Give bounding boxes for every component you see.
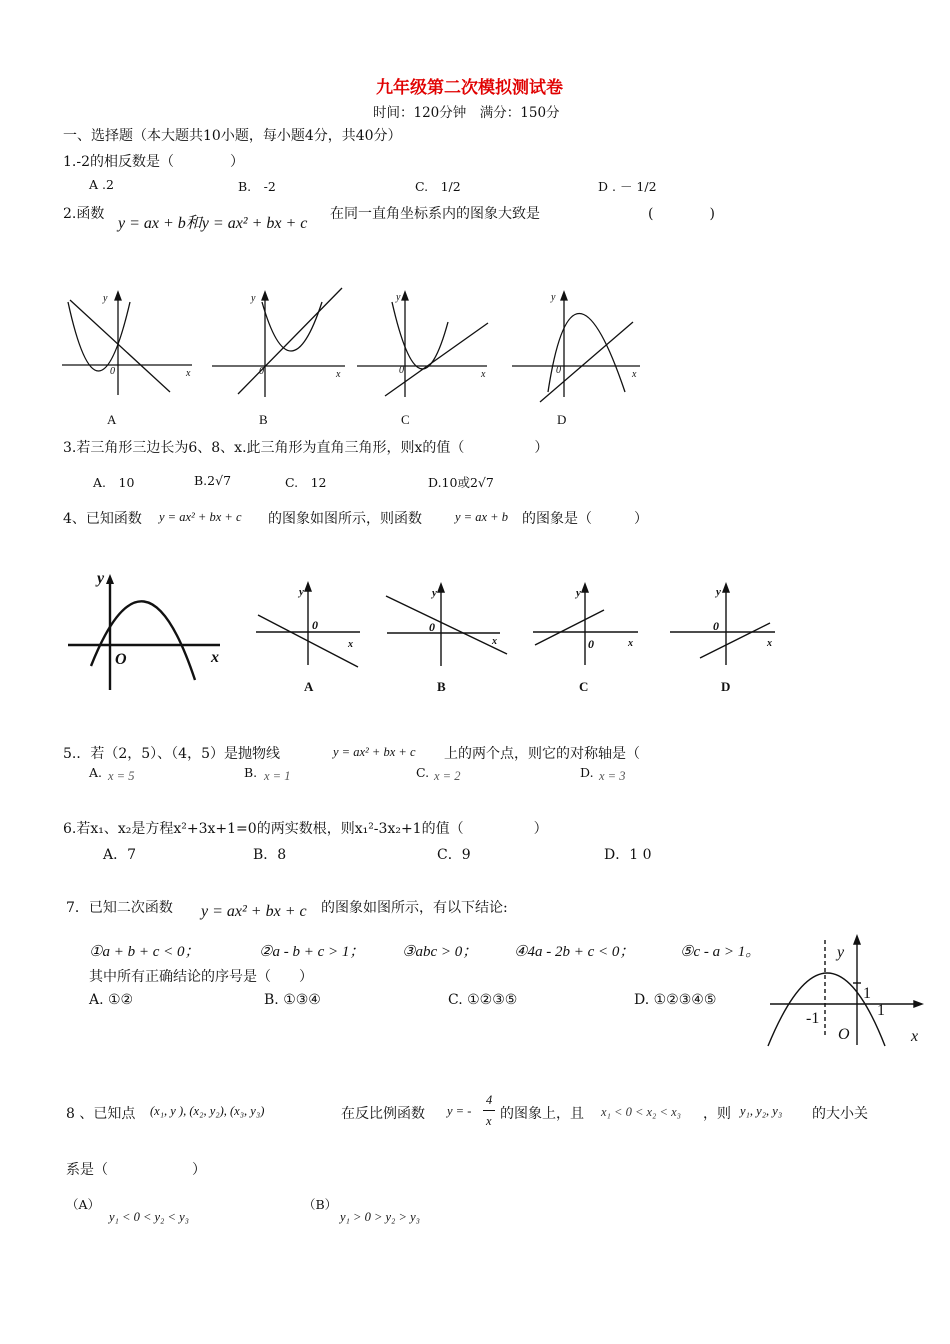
q5-stem-prefix: 5.．若（2，5）、（4，5）是抛物线 — [63, 746, 280, 762]
q4-formula1: y = ax² + bx + c — [159, 510, 242, 524]
q7-graph-neg-one: -1 — [806, 1010, 820, 1027]
page-title: 九年级第二次模拟测试卷 — [376, 78, 563, 98]
q7-option-a: A. ①② — [89, 992, 134, 1008]
q2-a-y-label: y — [103, 293, 108, 304]
q8-option-b: y₁ > 0 > y₂ > y₃ — [340, 1210, 420, 1224]
q7-formula: y = ax² + bx + c — [201, 903, 307, 920]
q2-b-x-label: x — [336, 369, 341, 380]
q8-option-a: y₁ < 0 < y₂ < y₃ — [109, 1210, 189, 1224]
q5-option-b-value: x = 1 — [264, 769, 291, 783]
q2-a-origin: 0 — [110, 366, 115, 377]
q4-a-y-label: y — [299, 586, 304, 598]
q3-option-b: B.2√7 — [194, 473, 232, 488]
q7-option-d: D. ①②③④⑤ — [634, 992, 717, 1008]
q2-c-origin: 0 — [399, 365, 404, 376]
q5-stem-suffix: 上的两个点，则它的对称轴是（ — [444, 746, 640, 762]
q6-option-a: A．7 — [103, 847, 137, 863]
q7-graph-origin: O — [838, 1026, 850, 1043]
q8-option-a-label: （A） — [66, 1197, 101, 1212]
q5-option-a-value: x = 5 — [108, 769, 135, 783]
q4-label-a: A — [304, 679, 314, 694]
q7-stem-suffix: 的图象如图所示，有以下结论: — [321, 900, 508, 916]
q6-stem: 6.若x₁、x₂是方程x²+3x+1=0的两实数根，则x₁²-3x₂+1的值（ ） — [63, 821, 548, 837]
q1-option-b: B. -2 — [238, 179, 276, 194]
q8-stem-mid3: ，则 — [703, 1106, 731, 1122]
q7-conclusion-1: ①a + b + c < 0； — [89, 944, 200, 960]
q7-graph-y-one: 1 — [863, 985, 871, 1002]
q1-option-d: D . － 1/2 — [598, 179, 657, 194]
q4-b-origin: 0 — [429, 620, 435, 634]
q4-graphs — [0, 565, 800, 700]
q2-d-origin: 0 — [556, 365, 561, 376]
q7-ask: 其中所有正确结论的序号是（ ） — [89, 969, 313, 985]
q8-stem-mid2: 的图象上，且 — [500, 1106, 584, 1122]
q7-stem-prefix: 7．已知二次函数 — [66, 900, 173, 916]
q7-option-c: C. ①②③⑤ — [448, 992, 518, 1008]
q4-stem-mid: 的图象如图所示，则函数 — [268, 511, 422, 527]
q4-graph-d — [670, 584, 775, 665]
q4-c-y-label: y — [576, 587, 581, 599]
q4-a-x-label: x — [348, 639, 353, 650]
q2-a-x-label: x — [186, 368, 191, 379]
q2-graphs — [0, 280, 700, 430]
q2-c-y-label: y — [396, 292, 401, 303]
q2-graph-a — [62, 292, 192, 395]
q7-graph-y-label: y — [837, 944, 845, 961]
q7-option-b: B. ①③④ — [264, 992, 321, 1008]
q4-graph-b — [386, 584, 507, 666]
q4-graph-c — [533, 584, 638, 665]
q4-b-y-label: y — [432, 587, 437, 599]
q6-option-d: D．1 0 — [604, 847, 652, 863]
q2-formula: y = ax + b和y = ax² + bx + c — [118, 215, 308, 232]
q4-b-x-label: x — [492, 636, 497, 647]
q6-option-c: C．9 — [437, 847, 471, 863]
q2-b-origin: 0 — [259, 366, 264, 377]
q8-option-b-label: （B） — [303, 1197, 338, 1212]
q3-option-c: C. 12 — [285, 475, 327, 490]
q4-formula2: y = ax + b — [455, 510, 508, 524]
q8-func-num: 4 — [486, 1093, 493, 1107]
q4-stem-suffix: 的图象是（ ） — [522, 511, 648, 527]
q3-option-d: D.10或2√7 — [428, 475, 494, 490]
q2-stem-suffix: 在同一直角坐标系内的图象大致是 — [330, 206, 540, 222]
q4-main-origin: O — [115, 651, 127, 668]
q8-ys: y₁, y₂, y₃ — [740, 1104, 783, 1118]
q3-option-a: A. 10 — [93, 475, 135, 490]
q6-option-b: B．8 — [253, 847, 287, 863]
q8-func-lhs: y = - — [447, 1104, 472, 1118]
q4-d-y-label: y — [716, 586, 721, 598]
page-subtitle: 时间：120分钟 满分：150分 — [373, 105, 560, 121]
q2-stem-prefix: 2.函数 — [63, 206, 105, 222]
q5-option-a-letter: A. — [89, 765, 103, 780]
q2-d-y-label: y — [551, 292, 556, 303]
q7-conclusion-4: ④4a - 2b + c < 0； — [514, 944, 635, 960]
q1-option-c: C. 1/2 — [415, 179, 461, 194]
q4-main-graph — [68, 574, 220, 690]
q7-conclusion-3: ③abc > 0； — [402, 944, 478, 960]
q8-condition: x₁ < 0 < x₂ < x₃ — [601, 1105, 681, 1119]
q4-a-origin: 0 — [312, 618, 318, 632]
q5-formula: y = ax² + bx + c — [333, 745, 416, 759]
q4-d-origin: 0 — [713, 619, 719, 633]
q7-graph — [760, 930, 940, 1050]
q2-b-y-label: y — [251, 293, 256, 304]
q5-option-d-value: x = 3 — [599, 769, 626, 783]
q5-option-b-letter: B. — [244, 765, 258, 780]
q4-main-x-label: x — [211, 649, 219, 666]
q4-label-d: D — [721, 679, 731, 694]
q5-option-c-letter: C. — [416, 765, 430, 780]
q8-stem-line2: 系是（ ） — [66, 1162, 206, 1178]
q2-label-a: A — [107, 412, 117, 427]
q8-stem-suffix: 的大小关 — [812, 1106, 868, 1122]
q4-label-c: C — [579, 679, 589, 694]
q4-c-x-label: x — [628, 638, 633, 649]
q2-label-c: C — [401, 412, 410, 427]
q7-graph-x-label: x — [911, 1028, 919, 1045]
q1-option-a: A .2 — [89, 177, 114, 192]
q8-stem-mid: 在反比例函数 — [341, 1106, 425, 1122]
q8-stem-prefix: 8 、已知点 — [66, 1106, 136, 1122]
q8-func-den: x — [486, 1114, 492, 1128]
q7-conclusion-5: ⑤c - a > 1。 — [680, 944, 761, 960]
q8-points: (x₁, y ), (x₂, y₂), (x₃, y₃) — [150, 1104, 265, 1118]
q2-graph-c — [357, 292, 488, 397]
q2-label-d: D — [557, 412, 567, 427]
q3-stem: 3.若三角形三边长为6、8、x.此三角形为直角三角形，则x的值（ ） — [63, 440, 549, 456]
q4-d-x-label: x — [767, 638, 772, 649]
section-heading: 一、选择题（本大题共10小题，每小题4分，共40分） — [63, 128, 402, 144]
q2-graph-b — [212, 288, 345, 397]
q4-c-origin: 0 — [588, 637, 594, 651]
q4-stem-prefix: 4、已知函数 — [63, 511, 142, 527]
q5-option-c-value: x = 2 — [434, 769, 461, 783]
q5-option-d-letter: D. — [580, 765, 594, 780]
q2-paren: ( ) — [648, 206, 715, 222]
q7-conclusion-2: ②a - b + c > 1； — [259, 944, 365, 960]
q2-d-x-label: x — [632, 369, 637, 380]
q8-fraction-bar — [483, 1110, 495, 1111]
q2-label-b: B — [259, 412, 268, 427]
q4-main-y-label: y — [97, 570, 105, 587]
q4-graph-a — [256, 583, 360, 667]
q2-c-x-label: x — [481, 369, 486, 380]
q2-graph-d — [512, 292, 640, 402]
q4-label-b: B — [437, 679, 446, 694]
q1-stem: 1.-2的相反数是（ ） — [63, 154, 244, 170]
q7-graph-x-one: 1 — [877, 1002, 885, 1019]
